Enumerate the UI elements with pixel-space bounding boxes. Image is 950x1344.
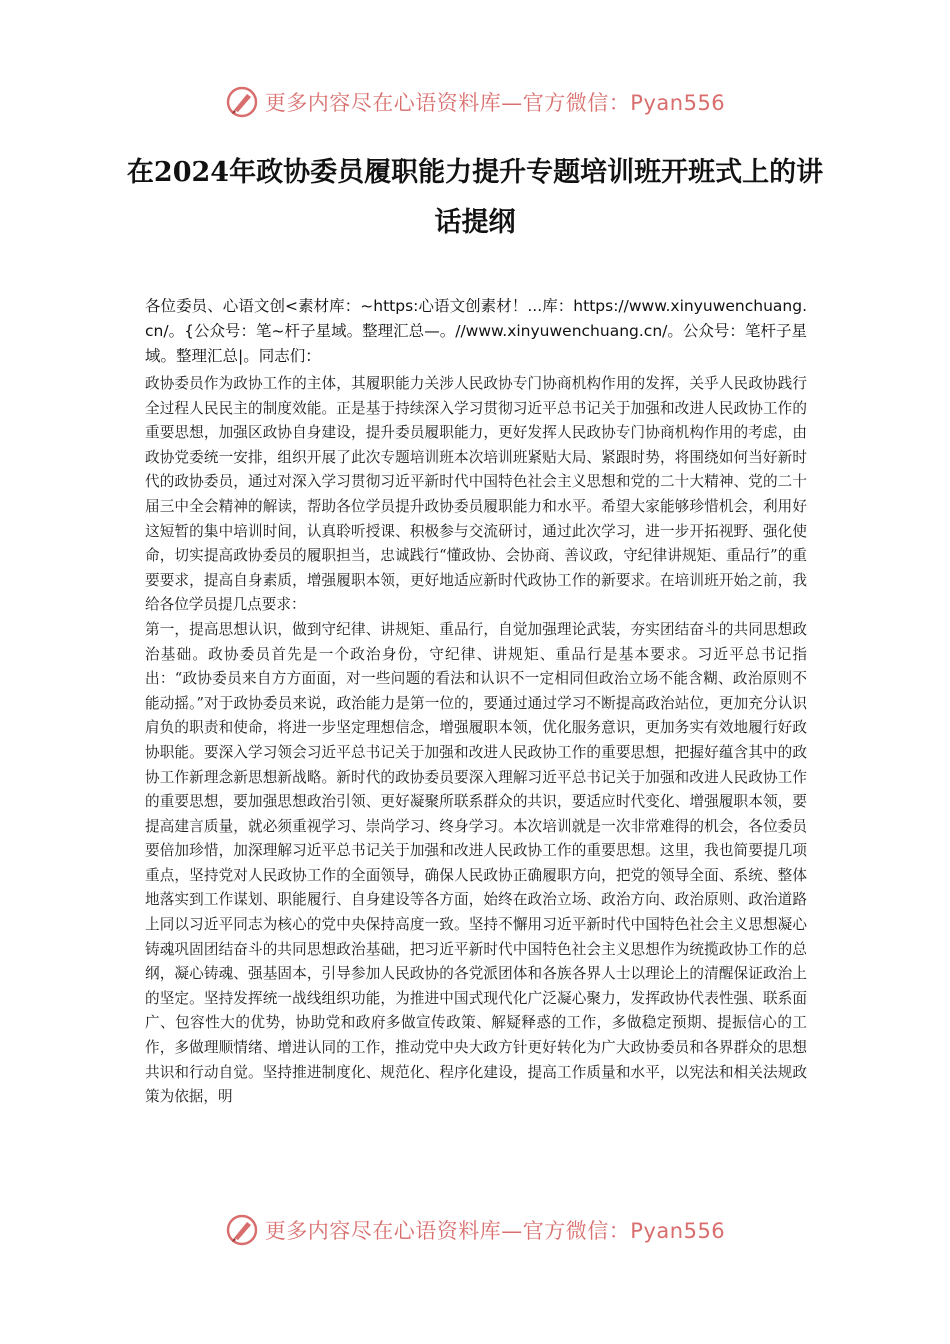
document-body [145, 372, 807, 1110]
document-title: 在2024年政协委员履职能力提升专题培训班开班式上的讲话提纲 [126, 157, 824, 238]
header-banner-text: 更多内容尽在心语资料库—官方微信：Pyan556 [264, 91, 726, 115]
salutation: 各位委员、心语文创<素材库：~https:心语文创素材！...库：https://www.xinyuwenchuang.cn/。{公众号：笔~杆子星域。整理汇总—。//www.xinyuwenchuang.cn/。公众号：笔杆子星域。整理汇总|。同志们： [145, 297, 807, 365]
pen-logo-icon [225, 1213, 259, 1247]
footer-banner-text: 更多内容尽在心语资料库—官方微信：Pyan556 [264, 1219, 726, 1243]
pen-logo-icon [225, 85, 259, 119]
header-banner [0, 82, 950, 122]
paragraph-first-requirement: 第一，提高思想认识，做到守纪律、讲规矩、重品行，自觉加强理论武装，夯实团结奋斗的共同思想政治基础。政协委员首先是一个政治身份，守纪律、讲规矩、重品行是基本要求。习近平总书记指出：“政协委员来自方方面面，对一些问题的看法和认识不一定相同但政治立场不能含糊、政治原则不能动摇。”对于政协委员来说，政治能力是第一位的，要通过通过学习不断提高政治站位，更加充分认识肩负的职责和使命，将进一步坚定理想信念，增强履职本领，优化服务意识，更加务实有效地履行好政协职能。要深入学习领会习近平总书记关于加强和改进人民政协工作的重要思想，把握好蕴含其中的政协工作新理念新思想新战略。新时代的政协委员要深入理解习近平总书记关于加强和改进人民政协工作的重要思想，要加强思想政治引领、更好凝聚所联系群众的共识，要适应时代变化、增强履职本领，要提高建言质量，就必须重视学习、崇尚学习、终身学习。本次培训就是一次非常难得的机会，各位委员要倍加珍惜，加深理解习近平总书记关于加强和改进人民政协工作的重要思想。这里，我也简要提几项重点，坚持党对人民政协工作的全面领导，确保人民政协正确履职方向，把党的领导全面、系统、整体地落实到工作谋划、职能履行、自身建设等各方面，始终在政治立场、政治方向、政治原则、政治道路上同以习近平同志为核心的党中央保持高度一致。坚持不懈用习近平新时代中国特色社会主义思想凝心铸魂巩固团结奋斗的共同思想政治基础，把习近平新时代中国特色社会主义思想作为统揽政协工作的总纲，凝心铸魂、强基固本，引导参加人民政协的各党派团体和各族各界人士以理论上的清醒保证政治上的坚定。坚持发挥统一战线组织功能，为推进中国式现代化广泛凝心聚力，发挥政协代表性强、联系面广、包容性大的优势，协助党和政府多做宣传政策、解疑释惑的工作，多做稳定预期、提振信心的工作，多做理顺情绪、增进认同的工作，推动党中央大政方针更好转化为广大政协委员和各界群众的思想共识和行动自觉。坚持推进制度化、规范化、程序化建设，提高工作质量和水平，以宪法和相关法规政策为依据，明 [145, 620, 807, 1106]
paragraph-intro: 政协委员作为政协工作的主体，其履职能力关涉人民政协专门协商机构作用的发挥，关乎人民政协践行全过程人民民主的制度效能。正是基于持续深入学习贯彻习近平总书记关于加强和改进人民政协工作的重要思想，加强区政协自身建设，提升委员履职能力，更好发挥人民政协专门协商机构作用的考虑，由政协党委统一安排，组织开展了此次专题培训班本次培训班紧贴大局、紧跟时势，将围绕如何当好新时代的政协委员，通过对深入学习贯彻习近平新时代中国特色社会主义思想和党的二十大精神、党的二十届三中全会精神的解读，帮助各位学员提升政协委员履职能力和水平。希望大家能够珍惜机会，利用好这短暂的集中培训时间，认真聆听授课、积极参与交流研讨，通过此次学习，进一步开拓视野、强化使命，切实提高政协委员的履职担当，忠诚践行“懂政协、会协商、善议政，守纪律讲规矩、重品行”的重要要求，提高自身素质，增强履职本领，更好地适应新时代政协工作的新要求。在培训班开始之前，我给各位学员提几点要求： [145, 375, 807, 614]
footer-banner [0, 1210, 950, 1250]
